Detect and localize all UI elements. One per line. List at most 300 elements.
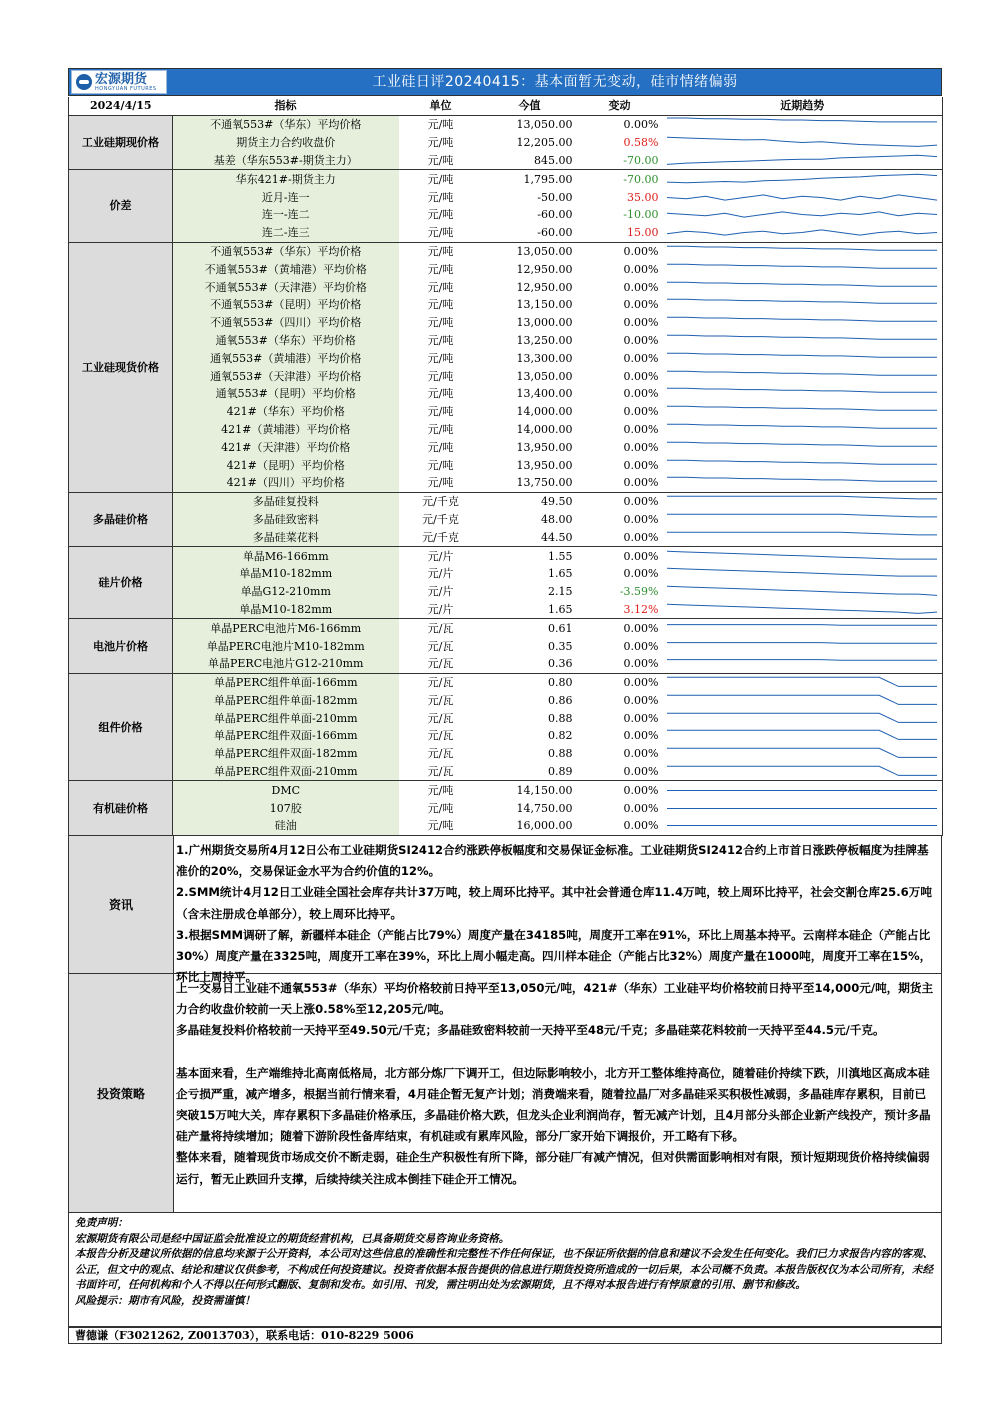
- table-row: [69, 242, 943, 260]
- change-cell: 0.00%: [577, 817, 663, 835]
- indicator-name: 单晶PERC组件单面-166mm: [173, 673, 399, 691]
- table-row: [69, 673, 943, 691]
- header-value: 今值: [483, 97, 577, 116]
- trend-sparkline: [663, 116, 941, 133]
- trend-line: [667, 478, 937, 482]
- table-row: [69, 421, 943, 439]
- change-cell: 0.00%: [623, 495, 659, 509]
- disclaimer-line: 宏源期货有限公司是经中国证监会批准设立的期货经营机构，已具备期货交易咨询业务资格。: [75, 1232, 510, 1245]
- trend-cell: [663, 206, 943, 224]
- table-row: [69, 170, 943, 188]
- trend-cell: [663, 170, 943, 188]
- unit-cell: 元/吨: [427, 369, 454, 383]
- change-cell: 0.00%: [577, 528, 663, 546]
- strategy-body: [176, 978, 935, 1190]
- category-label: 硅片价格: [69, 547, 173, 619]
- change-cell: -10.00: [623, 208, 659, 222]
- category-label: 工业硅现货价格: [69, 242, 173, 492]
- header-date: 2024/4/15: [69, 97, 173, 116]
- trend-line: [667, 317, 937, 321]
- value-cell: 0.80: [548, 676, 573, 690]
- trend-line: [667, 713, 937, 722]
- change-cell: 0.00%: [623, 458, 659, 472]
- unit-cell: 元/吨: [427, 405, 454, 419]
- value-cell: 13,300.00: [516, 351, 573, 365]
- disclaimer-heading: 免责声明：: [75, 1217, 128, 1229]
- trend-sparkline: [663, 583, 941, 600]
- unit-cell: 元/瓦: [427, 729, 454, 743]
- unit-cell: 元/吨: [399, 817, 483, 835]
- trend-line: [667, 569, 937, 577]
- indicator-name: 多晶硅菜花料: [173, 528, 399, 546]
- table-row: [69, 206, 943, 224]
- trend-sparkline: [663, 279, 941, 296]
- news-label: 资讯: [69, 836, 174, 973]
- trend-line: [667, 424, 937, 428]
- trend-cell: [663, 673, 943, 691]
- trend-cell: [663, 583, 943, 601]
- trend-line: [667, 514, 937, 517]
- table-row: [69, 601, 943, 619]
- trend-cell: [663, 421, 943, 439]
- unit-cell: 元/瓦: [427, 639, 454, 653]
- trend-cell: [663, 799, 943, 817]
- trend-cell: [663, 817, 943, 835]
- change-cell: 0.00%: [623, 369, 659, 383]
- logo-icon: [76, 74, 92, 90]
- table-row: [69, 134, 943, 152]
- trend-line: [667, 118, 937, 122]
- trend-line: [667, 660, 937, 661]
- strategy-paragraph: 多晶硅复投料价格较前一天持平至49.50元/千克；多晶硅致密料较前一天持平至48元/千克；多晶硅菜花料较前一天持平至44.5元/千克。: [176, 1023, 885, 1038]
- unit-cell: 元/吨: [427, 316, 454, 330]
- value-cell: 14,000.00: [516, 422, 573, 436]
- change-cell: 0.00%: [623, 405, 659, 419]
- trend-line: [667, 389, 937, 393]
- trend-sparkline: [663, 493, 941, 510]
- table-row: [69, 619, 943, 637]
- report-header: [68, 68, 942, 96]
- trend-cell: [663, 116, 943, 134]
- table-row: [69, 511, 943, 529]
- trend-sparkline: [663, 261, 941, 278]
- indicator-name: 单晶G12-210mm: [173, 583, 399, 601]
- category-label: 组件价格: [69, 673, 173, 781]
- table-row: [69, 763, 943, 781]
- value-cell: 13,750.00: [483, 474, 577, 492]
- value-cell: 0.88: [548, 747, 573, 761]
- unit-cell: 元/吨: [427, 280, 454, 294]
- table-row: [69, 152, 943, 170]
- change-cell: 0.00%: [623, 783, 659, 797]
- table-row: [69, 260, 943, 278]
- value-cell: 1.65: [548, 567, 573, 581]
- indicator-name: 多晶硅复投料: [173, 492, 399, 510]
- trend-cell: [663, 296, 943, 314]
- disclaimer-line: 本报告分析及建议所依据的信息均来源于公开资料，本公司对这些信息的准确性和完整性不作任何保证，也不保证所依据的信息和建议不会发生任何变化。我们已力求报告内容的客观、公正，但文中的观点、结论和建议仅供参考，不构成任何投资建议。投资者依据本报告提供的信息进行期货投资所造成的一切后果，本公司概不负责。本报告版权仅为本公司所有，未经书面许可，任何机构和个人不得以任何形式翻版、复制和发布。如引用、刊发，需注明出处为宏源期货，且不得对本报告进行有悖原意的引用、删节和修改。: [75, 1248, 934, 1291]
- trend-cell: [663, 242, 943, 260]
- indicator-name: 单晶PERC组件单面-182mm: [173, 692, 399, 710]
- table-row: [69, 296, 943, 314]
- unit-cell: 元/瓦: [427, 747, 454, 761]
- change-cell: 0.00%: [623, 333, 659, 347]
- trend-cell: [663, 456, 943, 474]
- unit-cell: 元/吨: [427, 136, 454, 150]
- category-label: 价差: [69, 170, 173, 242]
- trend-cell: [663, 528, 943, 546]
- trend-cell: [663, 403, 943, 421]
- trend-cell: [663, 314, 943, 332]
- value-cell: 13,050.00: [516, 244, 573, 258]
- indicator-name: 421#（天津港）平均价格: [173, 438, 399, 456]
- change-cell: 0.00%: [623, 280, 659, 294]
- header-indicator: 指标: [173, 97, 399, 116]
- change-cell: -70.00: [623, 172, 659, 186]
- indicator-name: 连二-连三: [173, 224, 399, 242]
- trend-cell: [663, 655, 943, 673]
- value-cell: -60.00: [483, 224, 577, 242]
- trend-line: [667, 300, 937, 304]
- value-cell: 0.82: [548, 729, 573, 743]
- news-section: [68, 836, 942, 985]
- change-cell: 0.00%: [623, 440, 659, 454]
- trend-cell: [663, 763, 943, 781]
- trend-sparkline: [663, 403, 941, 420]
- trend-sparkline: [663, 565, 941, 582]
- trend-cell: [663, 367, 943, 385]
- table-row: [69, 709, 943, 727]
- trend-sparkline: [663, 368, 941, 385]
- trend-cell: [663, 619, 943, 637]
- table-row: [69, 456, 943, 474]
- unit-cell: 元/片: [427, 549, 454, 563]
- value-cell: 14,150.00: [516, 783, 573, 797]
- trend-line: [667, 551, 937, 559]
- indicator-name: 单晶PERC组件单面-210mm: [173, 709, 399, 727]
- trend-sparkline: [663, 548, 941, 565]
- table-row: [69, 781, 943, 799]
- trend-line: [667, 353, 937, 357]
- value-cell: -60.00: [537, 208, 573, 222]
- trend-sparkline: [663, 332, 941, 349]
- trend-cell: [663, 188, 943, 206]
- trend-sparkline: [663, 474, 941, 491]
- indicator-name: 不通氧553#（天津港）平均价格: [173, 278, 399, 296]
- indicator-name: 期货主力合约收盘价: [173, 134, 399, 152]
- change-cell: 0.00%: [623, 711, 659, 725]
- trend-cell: [663, 547, 943, 565]
- unit-cell: 元/片: [399, 601, 483, 619]
- trend-line: [667, 624, 937, 625]
- analyst-contact: 曹德谦（F3021262, Z0013703），联系电话：010-8229 5006: [68, 1327, 942, 1344]
- unit-cell: 元/片: [427, 567, 454, 581]
- strategy-paragraph: 整体来看，随着现货市场成交价不断走弱，硅企生产积极性有所下降，部分硅厂有减产情况，但对供需面影响相对有限，预计短期现货价格持续偏弱运行，暂无止跌回升支撑，后续持续关注成本倒挂下硅企开工情况。: [176, 1150, 930, 1186]
- value-cell: 12,950.00: [516, 280, 573, 294]
- value-cell: 0.35: [548, 639, 573, 653]
- trend-sparkline: [663, 350, 941, 367]
- strategy-paragraph: [176, 1042, 935, 1063]
- trend-cell: [663, 278, 943, 296]
- unit-cell: 元/千克: [399, 528, 483, 546]
- change-cell: 0.00%: [623, 567, 659, 581]
- table-row: [69, 438, 943, 456]
- indicator-name: 107胶: [173, 799, 399, 817]
- trend-line: [667, 264, 937, 268]
- table-row: [69, 565, 943, 583]
- unit-cell: 元/瓦: [427, 621, 454, 635]
- unit-cell: 元/吨: [427, 801, 454, 815]
- trend-sparkline: [663, 601, 941, 618]
- value-cell: 1.65: [483, 601, 577, 619]
- indicator-name: 421#（昆明）平均价格: [173, 456, 399, 474]
- indicator-name: 单晶M10-182mm: [173, 601, 399, 619]
- change-cell: 0.00%: [623, 676, 659, 690]
- trend-cell: [663, 781, 943, 799]
- change-cell: 0.00%: [623, 316, 659, 330]
- trend-sparkline: [663, 638, 941, 655]
- disclaimer-line: 风险提示：期市有风险，投资需谨慎！: [75, 1294, 256, 1307]
- table-row: [69, 474, 943, 492]
- trend-sparkline: [663, 511, 941, 528]
- trend-sparkline: [663, 385, 941, 402]
- trend-line: [667, 642, 937, 643]
- unit-cell: 元/吨: [427, 244, 454, 258]
- trend-sparkline: [663, 674, 941, 691]
- header-unit: 单位: [399, 97, 483, 116]
- unit-cell: 元/千克: [422, 495, 459, 509]
- change-cell: 3.12%: [577, 601, 663, 619]
- trend-sparkline: [663, 189, 941, 206]
- unit-cell: 元/吨: [399, 474, 483, 492]
- trend-sparkline: [663, 314, 941, 331]
- report-title: 工业硅日评20240415：基本面暂无变动，硅市情绪偏弱: [372, 74, 738, 90]
- unit-cell: 元/吨: [427, 440, 454, 454]
- indicator-name: 单晶M10-182mm: [173, 565, 399, 583]
- table-row: [69, 492, 943, 510]
- indicator-name: 单晶PERC组件双面-210mm: [173, 763, 399, 781]
- trend-line: [667, 766, 937, 775]
- indicator-name: 单晶PERC组件双面-166mm: [173, 727, 399, 745]
- trend-sparkline: [663, 206, 941, 223]
- table-row: [69, 692, 943, 710]
- table-row: [69, 278, 943, 296]
- table-row: [69, 727, 943, 745]
- trend-cell: [663, 511, 943, 529]
- trend-cell: [663, 474, 943, 492]
- trend-cell: [663, 385, 943, 403]
- change-cell: 0.00%: [623, 693, 659, 707]
- category-label: 电池片价格: [69, 619, 173, 673]
- change-cell: 0.00%: [623, 244, 659, 258]
- table-row: [69, 385, 943, 403]
- table-row: [69, 332, 943, 350]
- trend-sparkline: [663, 800, 941, 817]
- indicator-name: 多晶硅致密料: [173, 511, 399, 529]
- unit-cell: 元/瓦: [427, 693, 454, 707]
- indicator-name: 不通氧553#（四川）平均价格: [173, 314, 399, 332]
- value-cell: 16,000.00: [483, 817, 577, 835]
- trend-cell: [663, 745, 943, 763]
- unit-cell: 元/瓦: [399, 763, 483, 781]
- unit-cell: 元/吨: [399, 224, 483, 242]
- value-cell: 1,795.00: [523, 172, 573, 186]
- indicator-name: DMC: [173, 781, 399, 799]
- trend-sparkline: [663, 782, 941, 799]
- trend-cell: [663, 224, 943, 242]
- indicator-name: 单晶M6-166mm: [173, 547, 399, 565]
- trend-line: [667, 212, 937, 217]
- trend-line: [667, 335, 937, 339]
- indicator-name: 421#（四川）平均价格: [173, 474, 399, 492]
- value-cell: -50.00: [537, 190, 573, 204]
- unit-cell: 元/吨: [427, 422, 454, 436]
- trend-sparkline: [663, 152, 941, 169]
- trend-sparkline: [663, 727, 941, 744]
- trend-line: [667, 282, 937, 286]
- news-body: [176, 840, 935, 988]
- change-cell: 0.00%: [577, 763, 663, 781]
- trend-line: [667, 586, 937, 595]
- value-cell: 14,000.00: [516, 405, 573, 419]
- change-cell: 0.00%: [623, 639, 659, 653]
- trend-sparkline: [663, 134, 941, 151]
- indicator-name: 421#（黄埔港）平均价格: [173, 421, 399, 439]
- indicator-name: 连一-连二: [173, 206, 399, 224]
- unit-cell: 元/吨: [427, 458, 454, 472]
- change-cell: 0.58%: [623, 136, 659, 150]
- news-item: 2.SMM统计4月12日工业硅全国社会库存共计37万吨，较上周环比持平。其中社会普通仓库11.4万吨，较上周环比持平，社会交割仓库25.6万吨（含未注册成仓单部分），较上周环比持平。: [176, 885, 932, 921]
- category-label: 工业硅期现价格: [69, 116, 173, 170]
- trend-cell: [663, 134, 943, 152]
- value-cell: 845.00: [483, 152, 577, 170]
- trend-line: [667, 532, 937, 535]
- category-label: 多晶硅价格: [69, 492, 173, 546]
- unit-cell: 元/吨: [427, 262, 454, 276]
- table-row: [69, 349, 943, 367]
- change-cell: -3.59%: [619, 585, 659, 599]
- trend-line: [667, 496, 937, 499]
- trend-line: [667, 230, 937, 235]
- value-cell: 13,000.00: [516, 316, 573, 330]
- indicator-name: 近月-连一: [173, 188, 399, 206]
- trend-cell: [663, 709, 943, 727]
- indicator-name: 单晶PERC组件双面-182mm: [173, 745, 399, 763]
- trend-line: [667, 677, 937, 686]
- value-cell: 1.55: [548, 549, 573, 563]
- change-cell: 0.00%: [623, 262, 659, 276]
- unit-cell: 元/吨: [427, 351, 454, 365]
- change-cell: 0.00%: [623, 351, 659, 365]
- trend-line: [667, 246, 937, 250]
- news-item: 1.广州期货交易所4月12日公布工业硅期货SI2412合约涨跌停板幅度和交易保证金标准。工业硅期货SI2412合约上市首日涨跌停板幅度为挂牌基准价的20%，交易保证金水平为合约价值的12%。: [176, 843, 929, 879]
- trend-cell: [663, 438, 943, 456]
- strategy-paragraph: 基本面来看，生产端维持北高南低格局，北方部分炼厂下调开工，但边际影响较小，北方开工整体维持高位，随着硅价持续下跌，川滇地区高成本硅企亏损严重，减产增多，根据当前行情来看，4月硅企暂无复产计划；消费端来看，随着拉晶厂对多晶硅采买积极性减弱，多晶硅库存累积，目前已突破15万吨大关，库存累积下多晶硅价格承压，多晶硅价格大跌，但龙头企业利润尚存，暂无减产计划，且4月部分头部企业新产线投产，预计多晶硅产量将持续增加；随着下游阶段性备库结束，有机硅或有累库风险，部分厂家开始下调报价，开工略有下移。: [176, 1065, 931, 1144]
- table-row: [69, 188, 943, 206]
- trend-line: [667, 155, 937, 164]
- change-cell: 35.00: [627, 190, 659, 204]
- trend-line: [667, 460, 937, 464]
- strategy-section: [68, 974, 942, 1213]
- value-cell: 14,750.00: [516, 801, 573, 815]
- value-cell: 0.61: [548, 621, 573, 635]
- unit-cell: 元/片: [427, 585, 454, 599]
- unit-cell: 元/千克: [422, 512, 459, 526]
- table-row: [69, 799, 943, 817]
- logo-text-en: HONGYUAN FUTURES: [95, 86, 157, 92]
- unit-cell: 元/瓦: [427, 711, 454, 725]
- news-item: 3.根据SMM调研了解，新疆样本硅企（产能占比79%）周度产量在34185吨，周度开工率在91%，环比上周基本持平。云南样本硅企（产能占比30%）周度产量在3325吨，周度开工率在39%，环比上周小幅走高。四川样本硅企（产能占比32%）周度产量在1000吨，周度开工率在15%，环比上周持平。: [176, 927, 932, 985]
- change-cell: 0.00%: [623, 422, 659, 436]
- unit-cell: 元/吨: [427, 208, 454, 222]
- indicator-name: 421#（华东）平均价格: [173, 403, 399, 421]
- header-trend: 近期趋势: [663, 97, 943, 116]
- indicator-name: 不通氧553#（黄埔港）平均价格: [173, 260, 399, 278]
- trend-sparkline: [663, 745, 941, 762]
- trend-line: [667, 137, 937, 146]
- value-cell: 0.36: [483, 655, 577, 673]
- value-cell: 13,400.00: [516, 387, 573, 401]
- trend-cell: [663, 692, 943, 710]
- indicator-name: 基差（华东553#-期货主力）: [173, 152, 399, 170]
- value-cell: 12,205.00: [516, 136, 573, 150]
- value-cell: 44.50: [483, 528, 577, 546]
- table-row: [69, 745, 943, 763]
- table-header-row: [69, 97, 943, 116]
- table-row: [69, 547, 943, 565]
- unit-cell: 元/吨: [427, 333, 454, 347]
- trend-line: [667, 371, 937, 375]
- trend-cell: [663, 727, 943, 745]
- trend-sparkline: [663, 224, 941, 241]
- unit-cell: 元/瓦: [399, 655, 483, 673]
- trend-line: [667, 174, 937, 183]
- value-cell: 13,950.00: [516, 440, 573, 454]
- unit-cell: 元/吨: [427, 190, 454, 204]
- trend-sparkline: [663, 439, 941, 456]
- value-cell: 0.86: [548, 693, 573, 707]
- indicator-name: 通氧553#（昆明）平均价格: [173, 385, 399, 403]
- change-cell: 0.00%: [623, 621, 659, 635]
- trend-sparkline: [663, 817, 941, 834]
- trend-line: [667, 749, 937, 758]
- header-change: 变动: [577, 97, 663, 116]
- trend-sparkline: [663, 620, 941, 637]
- indicator-name: 硅油: [173, 817, 399, 835]
- value-cell: 13,150.00: [516, 298, 573, 312]
- value-cell: 2.15: [548, 585, 573, 599]
- trend-cell: [663, 637, 943, 655]
- unit-cell: 元/吨: [427, 298, 454, 312]
- trend-cell: [663, 152, 943, 170]
- trend-cell: [663, 601, 943, 619]
- trend-sparkline: [663, 763, 941, 780]
- trend-sparkline: [663, 296, 941, 313]
- trend-sparkline: [663, 171, 941, 188]
- change-cell: -70.00: [577, 152, 663, 170]
- value-cell: 0.88: [548, 711, 573, 725]
- indicator-name: 通氧553#（华东）平均价格: [173, 332, 399, 350]
- indicator-name: 单晶PERC电池片M6-166mm: [173, 619, 399, 637]
- change-cell: 15.00: [577, 224, 663, 242]
- indicator-name: 不通氧553#（华东）平均价格: [173, 242, 399, 260]
- company-logo: [71, 70, 167, 94]
- change-cell: 0.00%: [577, 655, 663, 673]
- trend-line: [667, 731, 937, 740]
- strategy-label: 投资策略: [69, 974, 174, 1212]
- table-row: [69, 817, 943, 835]
- trend-sparkline: [663, 692, 941, 709]
- trend-line: [667, 695, 937, 704]
